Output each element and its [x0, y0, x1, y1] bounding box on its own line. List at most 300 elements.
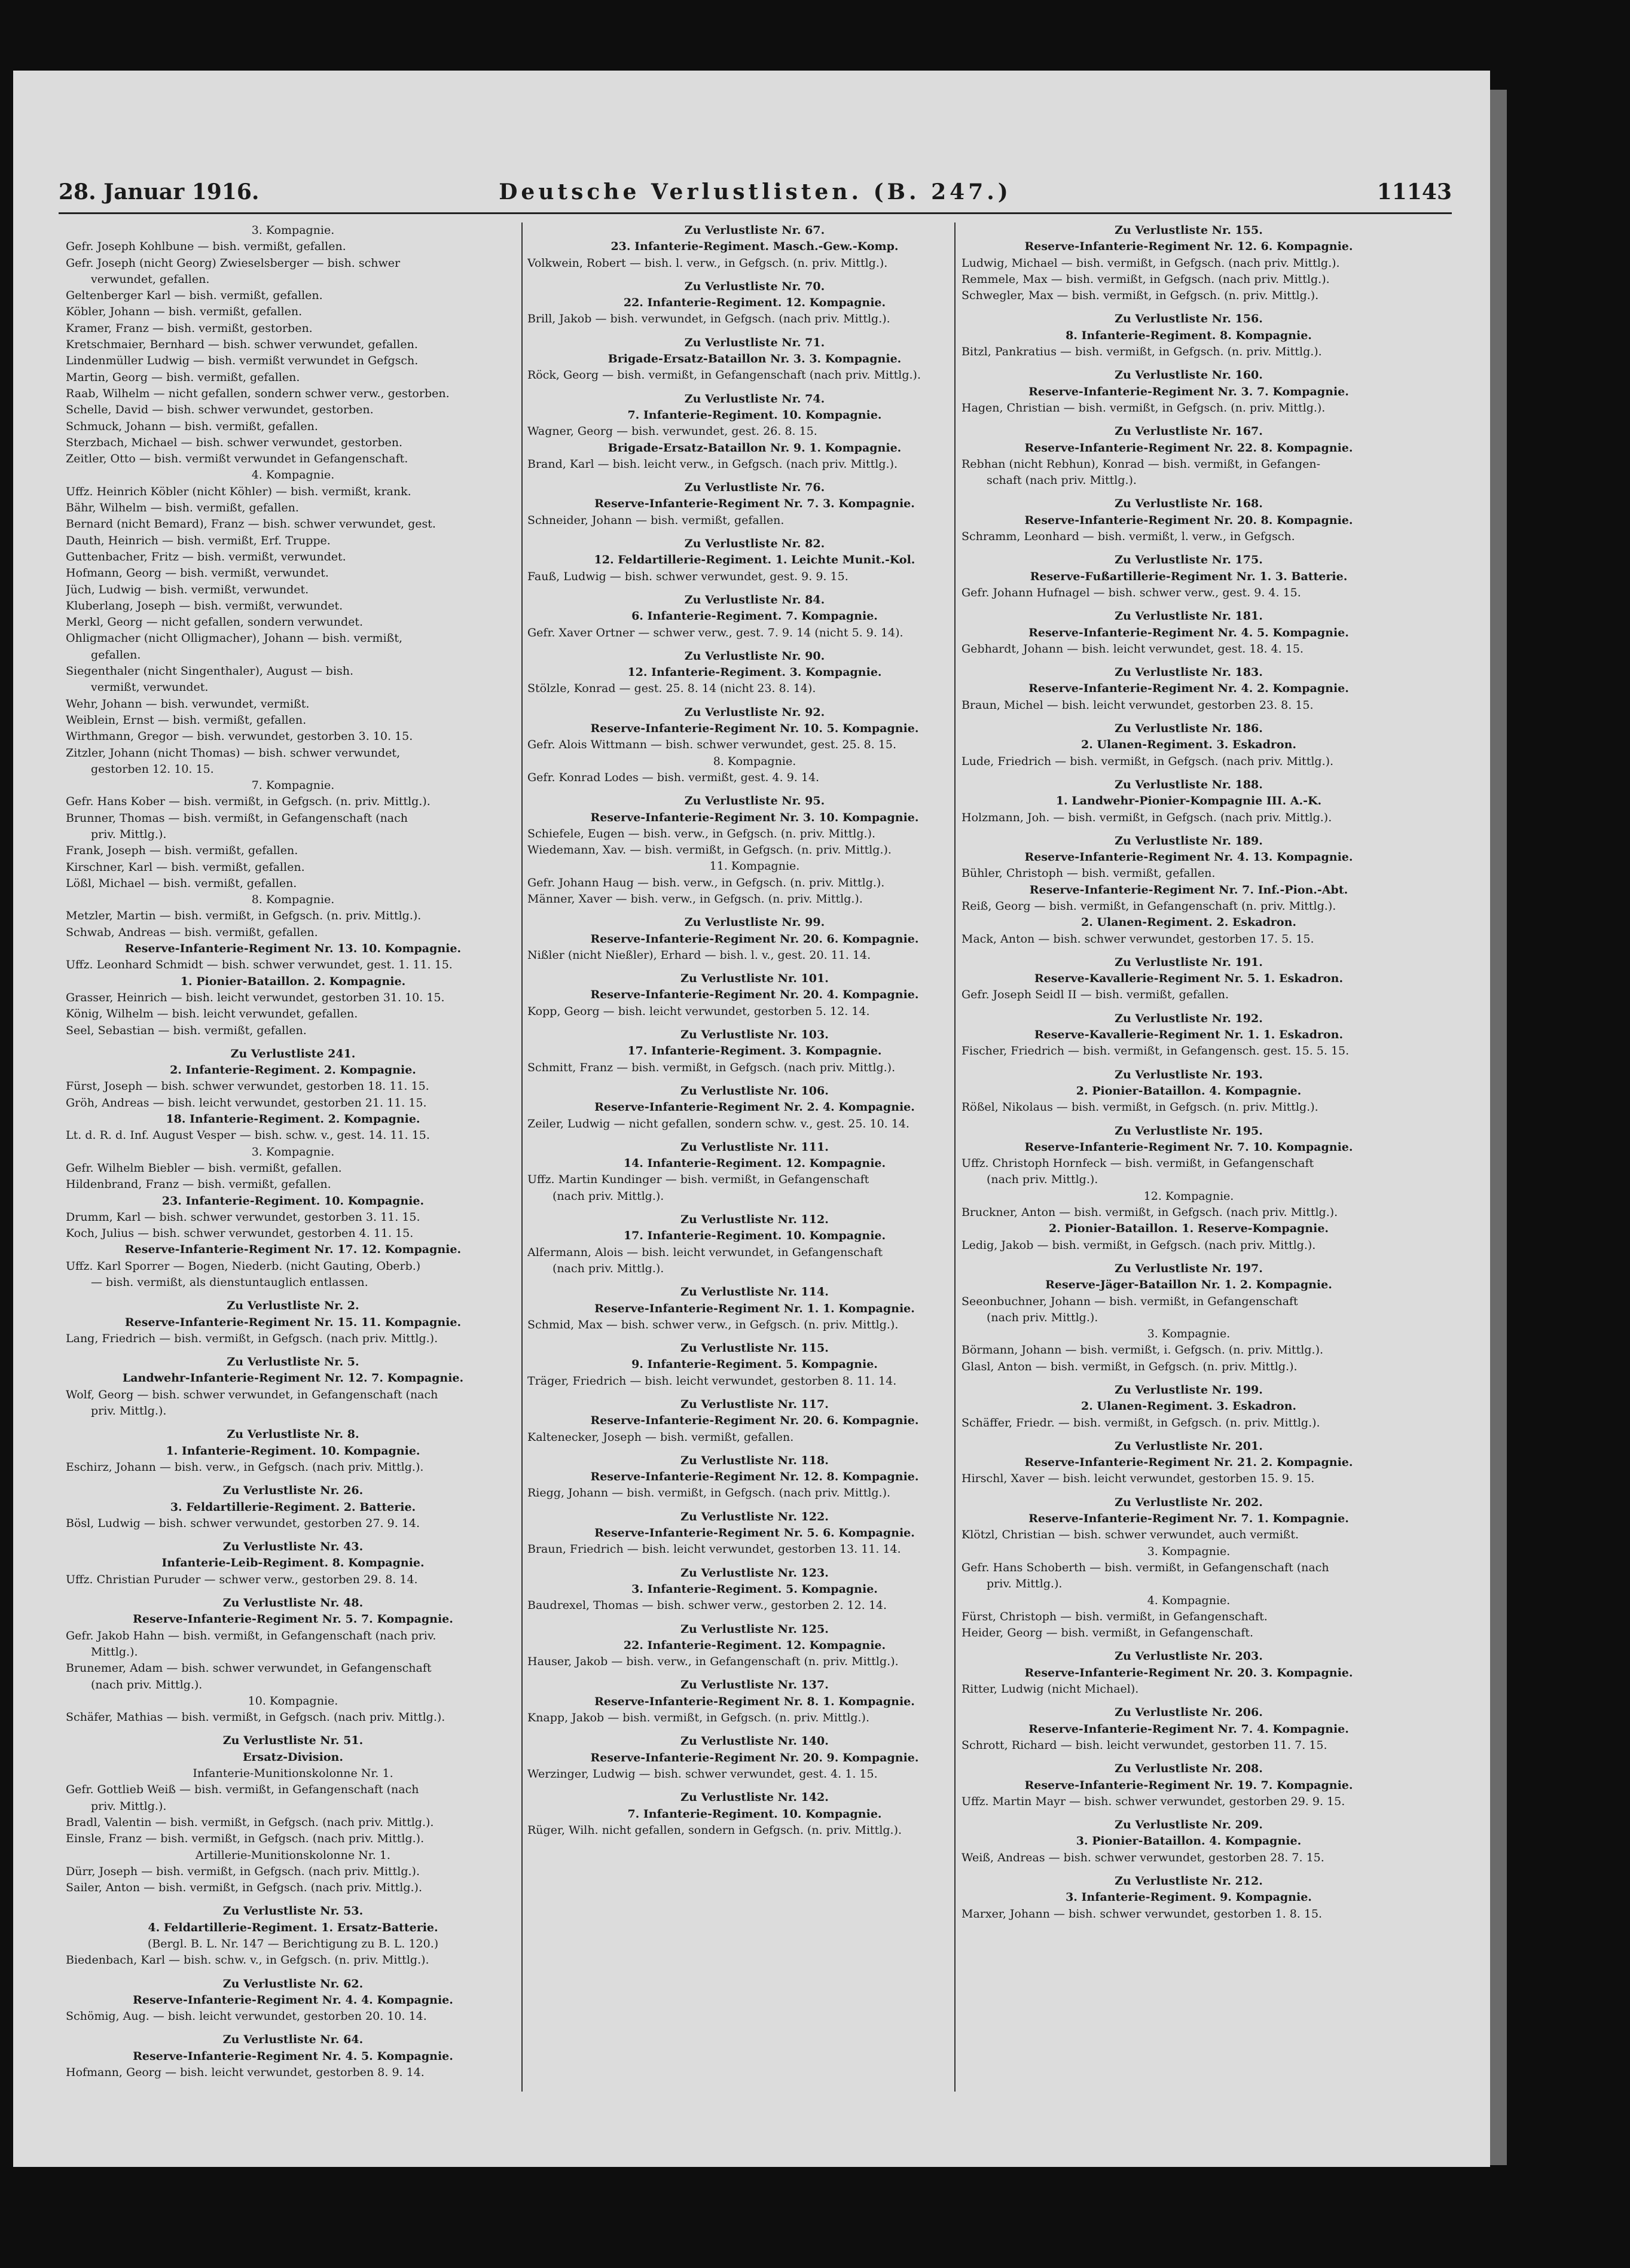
casualty-entry: Gebhardt, Johann — bish. leicht verwundet, gest. 18. 4. 15. [961, 642, 1304, 656]
section-heading: Zu Verlustliste Nr. 90. [684, 649, 825, 663]
section-heading: Reserve-Infanterie-Regiment Nr. 2. 4. Kompagnie. [594, 1101, 915, 1114]
header-date: 28. Januar 1916. [59, 179, 260, 205]
casualty-entry: Kramer, Franz — bish. vermißt, gestorben. [66, 321, 313, 335]
spacer [527, 1614, 982, 1621]
subsection-heading: Artillerie-Munitionskolonne Nr. 1. [196, 1848, 390, 1862]
spacer [527, 1205, 982, 1212]
casualty-entry: Lt. d. R. d. Inf. August Vesper — bish. schw. v., gest. 14. 11. 15. [66, 1129, 430, 1142]
casualty-entry: Schmuck, Johann — bish. vermißt, gefallen. [66, 419, 318, 433]
casualty-entry: Träger, Friedrich — bish. leicht verwundet, gestorben 8. 11. 14. [527, 1374, 897, 1388]
section-heading: Zu Verlustliste Nr. 167. [1115, 425, 1263, 438]
section-heading: 22. Infanterie-Regiment. 12. Kompagnie. [623, 1638, 886, 1652]
section-heading: Zu Verlustliste Nr. 193. [1115, 1068, 1263, 1081]
casualty-entry: Gefr. Joseph Seidl II — bish. vermißt, gefallen. [961, 988, 1229, 1002]
section-heading: Zu Verlustliste Nr. 175. [1115, 553, 1263, 567]
casualty-entry: Mack, Anton — bish. schwer verwundet, gestorben 17. 5. 15. [961, 932, 1314, 946]
casualty-entry: Koch, Julius — bish. schwer verwundet, gestorben 4. 11. 15. [66, 1227, 414, 1240]
casualty-entry: Seel, Sebastian — bish. vermißt, gefallen. [66, 1023, 307, 1037]
spacer [961, 360, 1416, 367]
section-heading: Reserve-Infanterie-Regiment Nr. 7. 10. Kompagnie. [1024, 1140, 1353, 1154]
casualty-entry: Schömig, Aug. — bish. leicht verwundet, gestorben 20. 10. 14. [66, 2010, 427, 2023]
section-heading: 12. Feldartillerie-Regiment. 1. Leichte Munit.-Kol. [594, 553, 915, 567]
casualty-entry: Lang, Friedrich — bish. vermißt, in Gefgsch. (nach priv. Mittlg.). [66, 1331, 438, 1345]
casualty-entry: Hagen, Christian — bish. vermißt, in Gefgsch. (n. priv. Mittlg.). [961, 401, 1326, 414]
casualty-entry: Ohligmacher (nicht Olligmacher), Johann — bish. vermißt, [66, 632, 403, 645]
casualty-entry: Uffz. Martin Mayr — bish. schwer verwundet, gestorben 29. 9. 15. [961, 1794, 1345, 1808]
subsection-heading: 3. Kompagnie. [251, 224, 335, 237]
section-heading: Reserve-Infanterie-Regiment Nr. 4. 4. Kompagnie. [133, 1993, 453, 2007]
spacer [961, 1487, 1416, 1495]
spacer [961, 1375, 1416, 1382]
subsection-heading: 8. Kompagnie. [251, 893, 335, 907]
casualty-entry: Schneider, Johann — bish. vermißt, gefallen. [527, 513, 785, 527]
spacer [961, 1697, 1416, 1705]
spacer [527, 786, 982, 793]
section-heading: 23. Infanterie-Regiment. 10. Kompagnie. [161, 1194, 425, 1208]
spacer [527, 964, 982, 971]
spacer [961, 1116, 1416, 1123]
section-heading: Zu Verlustliste Nr. 95. [684, 794, 825, 808]
casualty-entry: Wiedemann, Xav. — bish. vermißt, in Gefgsch. (n. priv. Mittlg.). [527, 843, 892, 857]
casualty-entry: Bähr, Wilhelm — bish. vermißt, gefallen. [66, 501, 299, 515]
casualty-entry: Zeiler, Ludwig — nicht gefallen, sondern schw. v., gest. 25. 10. 14. [527, 1117, 909, 1130]
section-heading: Zu Verlustliste Nr. 26. [222, 1484, 364, 1498]
section-heading: Reserve-Infanterie-Regiment Nr. 3. 7. Kompagnie. [1028, 385, 1349, 398]
casualty-entry: Dürr, Joseph — bish. vermißt, in Gefgsch. (nach priv. Mittlg.). [66, 1864, 420, 1878]
casualty-entry: Rüger, Wilh. nicht gefallen, sondern in Gefgsch. (n. priv. Mittlg.). [527, 1823, 902, 1837]
spacer [961, 1004, 1416, 1011]
casualty-entry: gestorben 12. 10. 15. [91, 762, 214, 776]
casualty-entry: Gefr. Hans Schoberth — bish. vermißt, in Gefangenschaft (nach [961, 1560, 1329, 1574]
section-heading: Reserve-Infanterie-Regiment Nr. 4. 13. Kompagnie. [1024, 850, 1353, 864]
section-heading: 4. Feldartillerie-Regiment. 1. Ersatz-Batterie. [148, 1921, 438, 1934]
spacer [961, 657, 1416, 664]
section-heading: Zu Verlustliste Nr. 67. [684, 224, 825, 237]
section-heading: Zu Verlustliste Nr. 186. [1115, 722, 1263, 736]
spacer [961, 714, 1416, 721]
section-heading: 1. Pionier-Bataillon. 2. Kompagnie. [180, 974, 406, 988]
casualty-entry: Glasl, Anton — bish. vermißt, in Gefgsch. (n. priv. Mittlg.). [961, 1359, 1298, 1373]
spacer [66, 1419, 520, 1426]
casualty-entry: Martin, Georg — bish. vermißt, gefallen. [66, 370, 300, 384]
casualty-entry: (nach priv. Mittlg.). [553, 1261, 664, 1275]
section-heading: Reserve-Infanterie-Regiment Nr. 7. 3. Kompagnie. [594, 497, 915, 511]
section-heading: 6. Infanterie-Regiment. 7. Kompagnie. [631, 609, 878, 623]
section-heading: Reserve-Kavallerie-Regiment Nr. 5. 1. Eskadron. [1034, 972, 1344, 986]
casualty-entry: Marxer, Johann — bish. schwer verwundet, gestorben 1. 8. 15. [961, 1907, 1323, 1921]
section-heading: 3. Pionier-Bataillon. 4. Kompagnie. [1076, 1834, 1302, 1848]
casualty-entry: Hofmann, Georg — bish. leicht verwundet, gestorben 8. 9. 14. [66, 2066, 425, 2080]
subsection-heading: 11. Kompagnie. [709, 859, 800, 873]
section-heading: Reserve-Infanterie-Regiment Nr. 7. Inf.-Pion.-Abt. [1029, 883, 1348, 897]
casualty-entry: Fischer, Friedrich — bish. vermißt, in Gefangensch. gest. 15. 5. 15. [961, 1044, 1350, 1058]
spacer [527, 529, 982, 536]
casualty-entry: Sailer, Anton — bish. vermißt, in Gefgsch. (nach priv. Mittlg.). [66, 1881, 423, 1895]
casualty-entry: Stölzle, Konrad — gest. 25. 8. 14 (nicht 23. 8. 14). [527, 682, 816, 696]
casualty-entry: priv. Mittlg.). [91, 827, 167, 841]
casualty-entry: Gefr. Hans Kober — bish. vermißt, in Gefgsch. (n. priv. Mittlg.). [66, 795, 431, 809]
casualty-entry: Wehr, Johann — bish. verwundet, vermißt. [66, 697, 310, 711]
casualty-entry: Volkwein, Robert — bish. l. verw., in Gefgsch. (n. priv. Mittlg.). [527, 256, 888, 270]
column-left [66, 222, 520, 2081]
section-heading: Zu Verlustliste Nr. 206. [1115, 1706, 1263, 1720]
spacer [527, 1726, 982, 1733]
spacer [961, 304, 1416, 311]
column-right [961, 222, 1416, 1922]
section-heading: 18. Infanterie-Regiment. 2. Kompagnie. [166, 1112, 420, 1126]
header-title [59, 179, 1452, 205]
section-heading: Zu Verlustliste Nr. 142. [680, 1791, 829, 1804]
casualty-entry: Holzmann, Joh. — bish. vermißt, in Gefgsch. (nach priv. Mittlg.). [961, 810, 1332, 824]
spacer [66, 1532, 520, 1539]
casualty-entry: Gefr. Joseph (nicht Georg) Zwieselsberger — bish. schwer [66, 256, 401, 270]
section-heading: Zu Verlustliste Nr. 181. [1115, 609, 1263, 623]
column-divider [954, 222, 956, 2092]
casualty-entry: (nach priv. Mittlg.). [91, 1678, 203, 1691]
section-heading: Zu Verlustliste Nr. 43. [222, 1540, 364, 1554]
spacer [961, 770, 1416, 777]
section-heading: Reserve-Infanterie-Regiment Nr. 20. 8. Kompagnie. [1024, 513, 1353, 527]
casualty-entry: priv. Mittlg.). [91, 1404, 167, 1418]
section-heading: Zu Verlustliste Nr. 192. [1115, 1011, 1263, 1025]
casualty-entry: Knapp, Jakob — bish. vermißt, in Gefgsch. (n. priv. Mittlg.). [527, 1711, 869, 1725]
section-heading: Zu Verlustliste Nr. 82. [684, 537, 825, 551]
spacer [527, 384, 982, 391]
section-heading: Reserve-Infanterie-Regiment Nr. 10. 5. Kompagnie. [590, 722, 919, 736]
section-heading: Zu Verlustliste Nr. 189. [1115, 834, 1263, 848]
subsection-heading: 8. Kompagnie. [713, 754, 796, 768]
section-heading: Zu Verlustliste Nr. 48. [222, 1596, 364, 1610]
casualty-entry: Lindenmüller Ludwig — bish. vermißt verwundet in Gefgsch. [66, 354, 419, 368]
section-heading: Reserve-Infanterie-Regiment Nr. 8. 1. Kompagnie. [594, 1694, 915, 1708]
section-heading: Reserve-Infanterie-Regiment Nr. 20. 3. Kompagnie. [1024, 1666, 1353, 1679]
section-heading: Zu Verlustliste Nr. 123. [680, 1566, 829, 1580]
section-heading: 2. Ulanen-Regiment. 3. Eskadron. [1080, 738, 1297, 752]
casualty-entry: Hirschl, Xaver — bish. leicht verwundet, gestorben 15. 9. 15. [961, 1472, 1315, 1486]
section-heading: Zu Verlustliste Nr. 114. [680, 1285, 829, 1299]
spacer [961, 1754, 1416, 1761]
page-header [59, 179, 1452, 208]
casualty-entry: Hildenbrand, Franz — bish. vermißt, gefallen. [66, 1178, 331, 1191]
section-heading: Zu Verlustliste Nr. 112. [680, 1213, 829, 1227]
section-heading: Zu Verlustliste Nr. 5. [227, 1355, 359, 1369]
casualty-entry: Bösl, Ludwig — bish. schwer verwundet, gestorben 27. 9. 14. [66, 1516, 420, 1530]
section-heading: 22. Infanterie-Regiment. 12. Kompagnie. [623, 296, 886, 310]
section-heading: Zu Verlustliste Nr. 209. [1115, 1818, 1263, 1832]
spacer [961, 826, 1416, 833]
subsection-heading: Infanterie-Munitionskolonne Nr. 1. [193, 1767, 393, 1781]
spacer [527, 1782, 982, 1790]
section-heading: Landwehr-Infanterie-Regiment Nr. 12. 7. Kompagnie. [122, 1371, 464, 1385]
spacer [527, 907, 982, 914]
casualty-entry: Weiblein, Ernst — bish. vermißt, gefallen. [66, 713, 307, 727]
spacer [527, 1389, 982, 1397]
section-heading: Zu Verlustliste Nr. 70. [684, 279, 825, 293]
casualty-entry: Gefr. Johann Hufnagel — bish. schwer verw., gest. 9. 4. 15. [961, 586, 1301, 599]
section-heading: 23. Infanterie-Regiment. Masch.-Gew.-Komp. [611, 240, 899, 254]
spacer [527, 585, 982, 592]
section-heading: Brigade-Ersatz-Bataillon Nr. 3. 3. Kompagnie. [608, 352, 902, 366]
casualty-entry: Schiefele, Eugen — bish. verw., in Gefgsch. (n. priv. Mittlg.). [527, 827, 876, 840]
casualty-entry: Geltenberger Karl — bish. vermißt, gefallen. [66, 289, 323, 303]
section-heading: 8. Infanterie-Regiment. 8. Kompagnie. [1066, 328, 1312, 342]
spacer [527, 1670, 982, 1677]
section-heading: Zu Verlustliste Nr. 201. [1115, 1439, 1263, 1453]
casualty-entry: Schäfer, Mathias — bish. vermißt, in Gefgsch. (nach priv. Mittlg.). [66, 1711, 445, 1724]
casualty-entry: Uffz. Christoph Hornfeck — bish. vermißt, in Gefangenschaft [961, 1157, 1314, 1170]
casualty-entry: schaft (nach priv. Mittlg.). [987, 474, 1137, 487]
casualty-entry: Schmid, Max — bish. schwer verw., in Gefgsch. (n. priv. Mittlg.). [527, 1318, 899, 1331]
subsection-heading: 3. Kompagnie. [1147, 1544, 1231, 1558]
header-title-text: Deutsche Verlustlisten. [499, 179, 863, 205]
casualty-entry: Lude, Friedrich — bish. vermißt, in Gefgsch. (nach priv. Mittlg.). [961, 754, 1334, 768]
casualty-entry: Schramm, Leonhard — bish. vermißt, l. verw., in Gefgsch. [961, 530, 1295, 544]
section-heading: Reserve-Infanterie-Regiment Nr. 5. 7. Kompagnie. [133, 1612, 453, 1626]
casualty-entry: Kopp, Georg — bish. leicht verwundet, gestorben 5. 12. 14. [527, 1004, 870, 1018]
casualty-entry: Braun, Michel — bish. leicht verwundet, gestorben 23. 8. 15. [961, 698, 1314, 712]
subsection-heading: (Bergl. B. L. Nr. 147 — Berichtigung zu B. L. 120.) [147, 1937, 439, 1950]
casualty-entry: Bitzl, Pankratius — bish. vermißt, in Gefgsch. (n. priv. Mittlg.). [961, 345, 1322, 359]
section-heading: Zu Verlustliste Nr. 202. [1115, 1495, 1263, 1509]
casualty-entry: Gefr. Wilhelm Biebler — bish. vermißt, gefallen. [66, 1161, 342, 1175]
casualty-entry: Braun, Friedrich — bish. leicht verwundet, gestorben 13. 11. 14. [527, 1543, 901, 1556]
spacer [527, 1446, 982, 1453]
spacer [961, 1254, 1416, 1261]
casualty-entry: Werzinger, Ludwig — bish. schwer verwundet, gest. 4. 1. 15. [527, 1767, 878, 1781]
subsection-heading: 10. Kompagnie. [248, 1694, 338, 1708]
subsection-heading: 12. Kompagnie. [1143, 1189, 1234, 1203]
casualty-entry: Alfermann, Alois — bish. leicht verwundet, in Gefangenschaft [527, 1245, 883, 1259]
spacer [66, 1588, 520, 1595]
casualty-entry: Ledig, Jakob — bish. vermißt, in Gefgsch. (nach priv. Mittlg.). [961, 1238, 1316, 1252]
casualty-entry: Männer, Xaver — bish. verw., in Gefgsch. (n. priv. Mittlg.). [527, 892, 863, 906]
spacer [66, 1347, 520, 1354]
casualty-entry: Lößl, Michael — bish. vermißt, gefallen. [66, 876, 297, 890]
section-heading: Reserve-Infanterie-Regiment Nr. 5. 6. Kompagnie. [594, 1526, 915, 1540]
casualty-entry: Biedenbach, Karl — bish. schw. v., in Gefgsch. (n. priv. Mittlg.). [66, 1953, 429, 1967]
casualty-entry: Uffz. Heinrich Köbler (nicht Köhler) — bish. vermißt, krank. [66, 484, 411, 498]
casualty-entry: Jüch, Ludwig — bish. vermißt, verwundet. [66, 583, 309, 596]
spacer [66, 1896, 520, 1903]
casualty-entry: Siegenthaler (nicht Singenthaler), August — bish. [66, 664, 354, 678]
casualty-entry: Heider, Georg — bish. vermißt, in Gefangenschaft. [961, 1626, 1254, 1640]
section-heading: 12. Infanterie-Regiment. 3. Kompagnie. [627, 666, 882, 679]
section-heading: Zu Verlustliste Nr. 101. [680, 972, 829, 986]
section-heading: Zu Verlustliste Nr. 156. [1115, 312, 1263, 326]
section-heading: Reserve-Infanterie-Regiment Nr. 12. 8. Kompagnie. [590, 1470, 919, 1484]
casualty-entry: Seeonbuchner, Johann — bish. vermißt, in Gefangenschaft [961, 1294, 1298, 1308]
casualty-entry: vermißt, verwundet. [91, 681, 209, 694]
section-heading: Reserve-Jäger-Bataillon Nr. 1. 2. Kompagnie. [1045, 1278, 1332, 1292]
casualty-entry: Mittlg.). [91, 1645, 138, 1659]
subsection-heading: 4. Kompagnie. [1147, 1593, 1231, 1607]
casualty-entry: Einsle, Franz — bish. vermißt, in Gefgsch. (nach priv. Mittlg.). [66, 1832, 425, 1846]
spacer [527, 1132, 982, 1139]
casualty-entry: Bernard (nicht Bemard), Franz — bish. schwer verwundet, gest. [66, 517, 436, 531]
spacer [66, 1039, 520, 1046]
casualty-entry: Dauth, Heinrich — bish. vermißt, Erf. Truppe. [66, 534, 331, 547]
header-issue: (B. 247.) [873, 179, 1012, 205]
section-heading: Zu Verlustliste Nr. 195. [1115, 1124, 1263, 1138]
casualty-entry: — bish. vermißt, als dienstuntauglich entlassen. [91, 1276, 368, 1289]
subsection-heading: 3. Kompagnie. [1147, 1327, 1231, 1341]
section-heading: Reserve-Infanterie-Regiment Nr. 4. 5. Kompagnie. [133, 2049, 453, 2063]
casualty-entry: Fauß, Ludwig — bish. schwer verwundet, gest. 9. 9. 15. [527, 569, 848, 583]
section-heading: 3. Infanterie-Regiment. 5. Kompagnie. [631, 1582, 878, 1596]
spacer [527, 641, 982, 648]
casualty-entry: Gefr. Johann Haug — bish. verw., in Gefgsch. (n. priv. Mittlg.). [527, 876, 885, 889]
section-heading: Reserve-Infanterie-Regiment Nr. 15. 11. Kompagnie. [124, 1315, 462, 1329]
section-heading: Zu Verlustliste Nr. 92. [684, 705, 825, 719]
casualty-entry: verwundet, gefallen. [91, 272, 210, 286]
section-heading: Zu Verlustliste Nr. 191. [1115, 955, 1263, 969]
section-heading: Zu Verlustliste 241. [230, 1047, 356, 1060]
spacer [66, 1969, 520, 1976]
section-heading: Zu Verlustliste Nr. 115. [680, 1342, 829, 1355]
casualty-entry: Remmele, Max — bish. vermißt, in Gefgsch. (nach priv. Mittlg.). [961, 272, 1330, 286]
section-heading: Reserve-Infanterie-Regiment Nr. 22. 8. Kompagnie. [1024, 441, 1353, 455]
section-heading: Zu Verlustliste Nr. 106. [680, 1084, 829, 1098]
spacer [527, 472, 982, 480]
section-heading: 17. Infanterie-Regiment. 10. Kompagnie. [623, 1229, 886, 1243]
casualty-entry: Bradl, Valentin — bish. vermißt, in Gefgsch. (nach priv. Mittlg.). [66, 1815, 434, 1829]
casualty-entry: Guttenbacher, Fritz — bish. vermißt, verwundet. [66, 550, 346, 563]
casualty-entry: Wagner, Georg — bish. verwundet, gest. 26. 8. 15. [527, 425, 817, 438]
casualty-entry: Kretschmaier, Bernhard — bish. schwer verwundet, gefallen. [66, 338, 418, 352]
section-heading: Reserve-Infanterie-Regiment Nr. 13. 10. Kompagnie. [124, 942, 462, 956]
casualty-entry: (nach priv. Mittlg.). [987, 1173, 1098, 1187]
section-heading: 2. Ulanen-Regiment. 2. Eskadron. [1080, 916, 1297, 929]
casualty-entry: Kluberlang, Joseph — bish. vermißt, verwundet. [66, 599, 343, 612]
casualty-entry: priv. Mittlg.). [987, 1577, 1063, 1591]
casualty-entry: Wirthmann, Gregor — bish. verwundet, gestorben 3. 10. 15. [66, 730, 413, 743]
spacer [961, 545, 1416, 552]
section-heading: Zu Verlustliste Nr. 99. [684, 916, 825, 929]
subsection-heading: 4. Kompagnie. [251, 468, 335, 482]
spacer [961, 489, 1416, 496]
section-heading: Reserve-Infanterie-Regiment Nr. 20. 6. Kompagnie. [590, 932, 919, 946]
section-heading: Zu Verlustliste Nr. 62. [222, 1977, 364, 1990]
casualty-entry: Rößel, Nikolaus — bish. vermißt, in Gefgsch. (n. priv. Mittlg.). [961, 1101, 1318, 1114]
spacer [527, 1333, 982, 1340]
header-page-number: 11143 [1376, 179, 1452, 205]
section-heading: Reserve-Infanterie-Regiment Nr. 3. 10. Kompagnie. [590, 810, 919, 824]
casualty-entry: Merkl, Georg — nicht gefallen, sondern verwundet. [66, 615, 364, 629]
spacer [961, 1641, 1416, 1648]
section-heading: 7. Infanterie-Regiment. 10. Kompagnie. [627, 408, 882, 422]
spacer [527, 328, 982, 335]
section-heading: Zu Verlustliste Nr. 155. [1115, 224, 1263, 237]
casualty-entry: Nißler (nicht Nießler), Erhard — bish. l. v., gest. 20. 11. 14. [527, 948, 871, 962]
section-heading: Reserve-Infanterie-Regiment Nr. 4. 5. Kompagnie. [1028, 626, 1349, 639]
section-heading: 2. Pionier-Bataillon. 4. Kompagnie. [1076, 1084, 1302, 1098]
casualty-entry: Eschirz, Johann — bish. verw., in Gefgsch. (nach priv. Mittlg.). [66, 1460, 424, 1474]
casualty-entry: Ludwig, Michael — bish. vermißt, in Gefgsch. (nach priv. Mittlg.). [961, 256, 1340, 270]
section-heading: Zu Verlustliste Nr. 74. [684, 392, 825, 406]
spacer [961, 947, 1416, 955]
section-heading: Zu Verlustliste Nr. 208. [1115, 1762, 1263, 1776]
column-middle [527, 222, 982, 1839]
casualty-entry: Schelle, David — bish. schwer verwundet, gestorben. [66, 403, 374, 417]
casualty-entry: Uffz. Karl Sporrer — Bogen, Niederb. (nicht Gauting, Oberb.) [66, 1259, 421, 1273]
section-heading: 2. Ulanen-Regiment. 3. Eskadron. [1080, 1400, 1297, 1413]
casualty-entry: Schrott, Richard — bish. leicht verwundet, gestorben 11. 7. 15. [961, 1738, 1327, 1752]
section-heading: Reserve-Fußartillerie-Regiment Nr. 1. 3. Batterie. [1030, 569, 1348, 583]
section-heading: Reserve-Infanterie-Regiment Nr. 4. 2. Kompagnie. [1028, 682, 1349, 696]
casualty-entry: Brand, Karl — bish. leicht verw., in Gefgsch. (nach priv. Mittlg.). [527, 457, 898, 471]
spacer [527, 1277, 982, 1284]
casualty-entry: Fürst, Christoph — bish. vermißt, in Gefangenschaft. [961, 1609, 1268, 1623]
section-heading: Zu Verlustliste Nr. 160. [1115, 368, 1263, 382]
section-heading: Zu Verlustliste Nr. 122. [680, 1510, 829, 1523]
section-heading: Zu Verlustliste Nr. 51. [222, 1734, 364, 1748]
section-heading: Reserve-Infanterie-Regiment Nr. 7. 1. Kompagnie. [1028, 1512, 1349, 1526]
casualty-entry: Brill, Jakob — bish. verwundet, in Gefgsch. (nach priv. Mittlg.). [527, 312, 890, 326]
spacer [961, 1866, 1416, 1873]
spacer [527, 697, 982, 705]
casualty-entry: Gefr. Alois Wittmann — bish. schwer verwundet, gest. 25. 8. 15. [527, 738, 897, 752]
casualty-entry: Gefr. Konrad Lodes — bish. vermißt, gest. 4. 9. 14. [527, 770, 820, 784]
casualty-entry: Uffz. Martin Kundinger — bish. vermißt, in Gefangenschaft [527, 1173, 869, 1187]
section-heading: Zu Verlustliste Nr. 84. [684, 593, 825, 606]
section-heading: Zu Verlustliste Nr. 117. [680, 1398, 829, 1411]
spacer [66, 1726, 520, 1733]
section-heading: Zu Verlustliste Nr. 197. [1115, 1261, 1263, 1275]
casualty-entry: Röck, Georg — bish. vermißt, in Gefangenschaft (nach priv. Mittlg.). [527, 368, 921, 382]
casualty-entry: Grasser, Heinrich — bish. leicht verwundet, gestorben 31. 10. 15. [66, 990, 445, 1004]
casualty-entry: Weiß, Andreas — bish. schwer verwundet, gestorben 28. 7. 15. [961, 1851, 1324, 1864]
spacer [961, 601, 1416, 608]
casualty-entry: Kaltenecker, Joseph — bish. vermißt, gefallen. [527, 1430, 794, 1444]
casualty-entry: Schäffer, Friedr. — bish. vermißt, in Gefgsch. (n. priv. Mittlg.). [961, 1416, 1320, 1429]
casualty-entry: Brunemer, Adam — bish. schwer verwundet, in Gefangenschaft [66, 1662, 432, 1675]
casualty-entry: Schwegler, Max — bish. vermißt, in Gefgsch. (n. priv. Mittlg.). [961, 289, 1319, 303]
section-heading: 2. Pionier-Bataillon. 1. Reserve-Kompagnie. [1048, 1222, 1329, 1236]
section-heading: Zu Verlustliste Nr. 188. [1115, 778, 1263, 791]
casualty-entry: Bühler, Christoph — bish. vermißt, gefallen. [961, 867, 1216, 880]
section-heading: Zu Verlustliste Nr. 53. [222, 1904, 364, 1918]
section-heading: Zu Verlustliste Nr. 140. [680, 1734, 829, 1748]
section-heading: Zu Verlustliste Nr. 137. [680, 1678, 829, 1692]
casualty-entry: Hauser, Jakob — bish. verw., in Gefangenschaft (n. priv. Mittlg.). [527, 1655, 899, 1669]
spacer [66, 1291, 520, 1298]
section-heading: 2. Infanterie-Regiment. 2. Kompagnie. [170, 1063, 416, 1077]
section-heading: Zu Verlustliste Nr. 2. [227, 1299, 359, 1313]
casualty-entry: Frank, Joseph — bish. vermißt, gefallen. [66, 844, 298, 858]
subsection-heading: 3. Kompagnie. [251, 1145, 335, 1159]
subsection-heading: 7. Kompagnie. [251, 779, 335, 792]
spacer [527, 272, 982, 279]
spacer [961, 1431, 1416, 1438]
casualty-entry: Riegg, Johann — bish. vermißt, in Gefgsch. (nach priv. Mittlg.). [527, 1486, 891, 1500]
section-heading: Zu Verlustliste Nr. 71. [684, 336, 825, 349]
section-heading: Zu Verlustliste Nr. 76. [684, 481, 825, 495]
casualty-entry: Kirschner, Karl — bish. vermißt, gefallen. [66, 860, 305, 874]
section-heading: Ersatz-Division. [243, 1750, 343, 1764]
spacer [66, 2025, 520, 2032]
casualty-entry: Ritter, Ludwig (nicht Michael). [961, 1682, 1139, 1696]
section-heading: Reserve-Infanterie-Regiment Nr. 21. 2. Kompagnie. [1024, 1456, 1353, 1470]
spacer [66, 1476, 520, 1483]
column-divider [521, 222, 523, 2092]
section-heading: Zu Verlustliste Nr. 8. [227, 1428, 359, 1441]
section-heading: 3. Feldartillerie-Regiment. 2. Batterie. [170, 1500, 416, 1514]
casualty-entry: (nach priv. Mittlg.). [987, 1310, 1098, 1324]
section-heading: Zu Verlustliste Nr. 212. [1115, 1874, 1263, 1888]
casualty-entry: Raab, Wilhelm — nicht gefallen, sondern schwer verw., gestorben. [66, 386, 450, 400]
casualty-entry: Köbler, Johann — bish. vermißt, gefallen. [66, 305, 303, 319]
section-heading: Reserve-Infanterie-Regiment Nr. 7. 4. Kompagnie. [1028, 1722, 1349, 1736]
